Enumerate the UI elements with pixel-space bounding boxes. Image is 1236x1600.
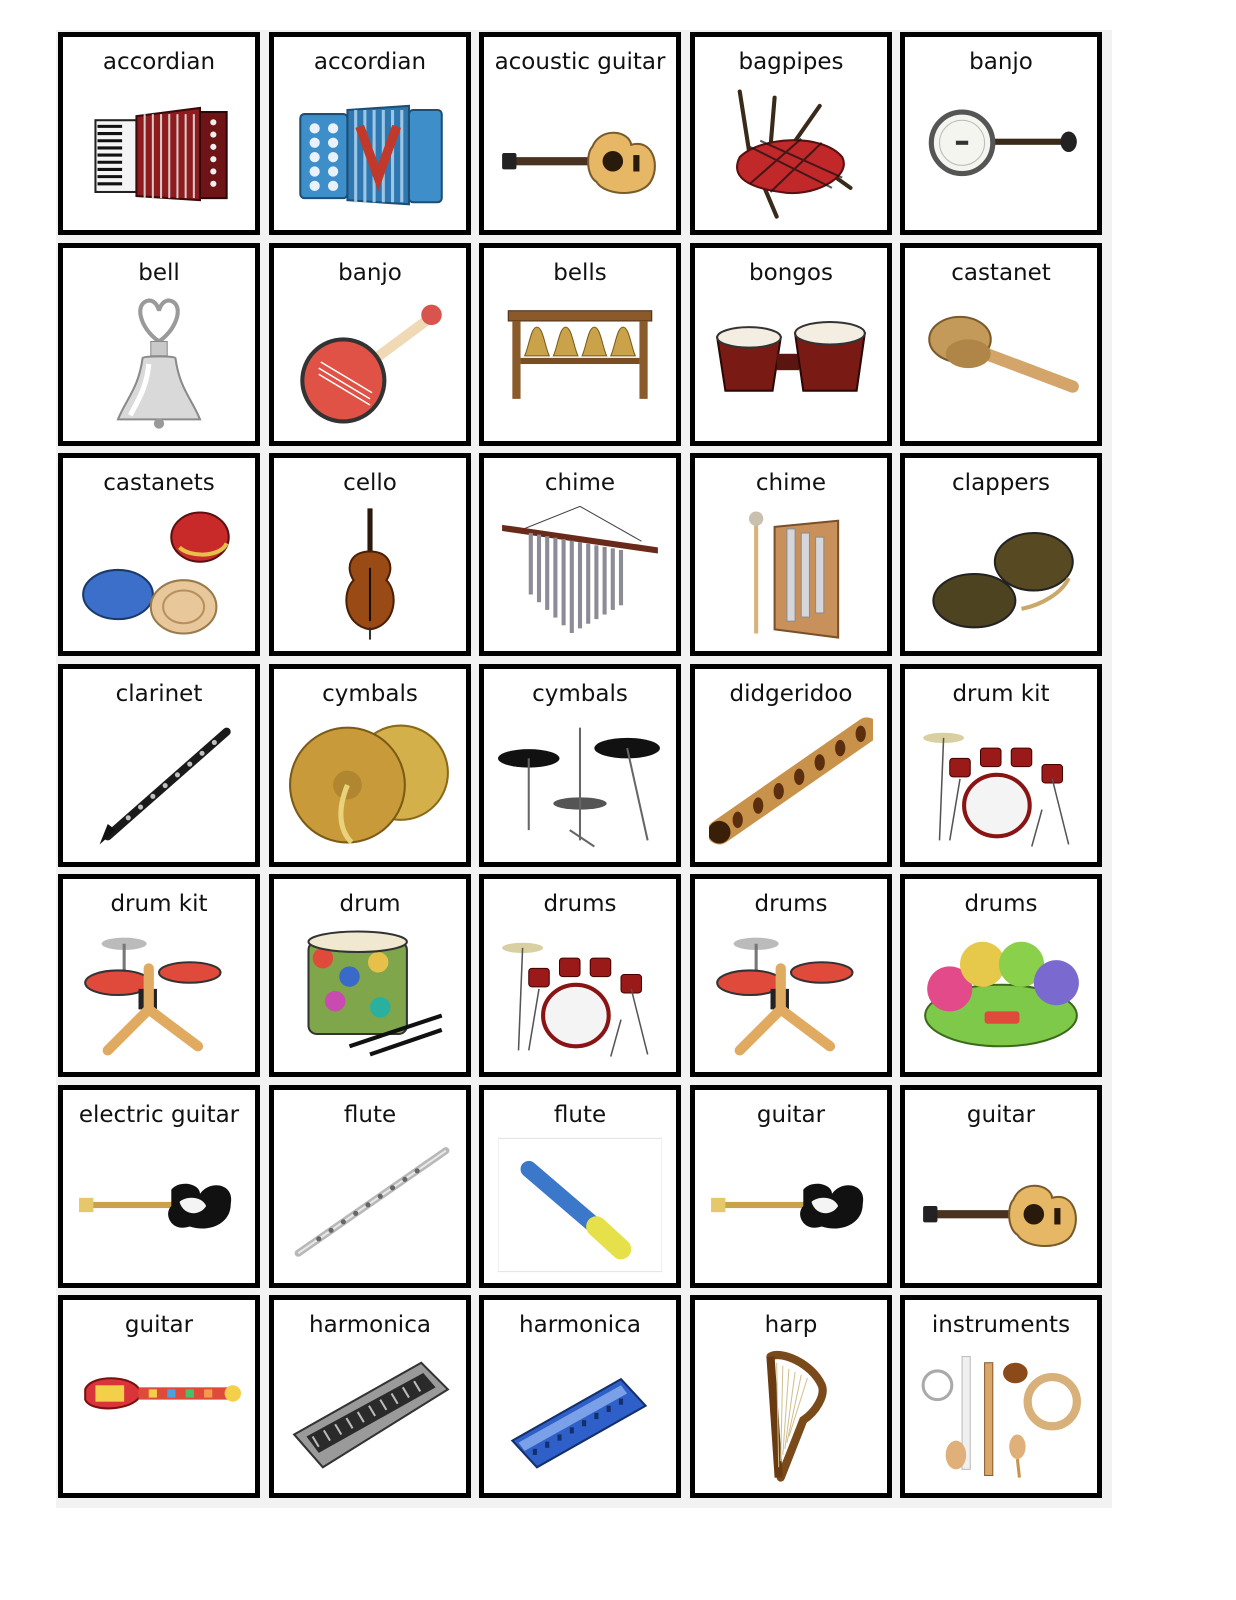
instrument-card [690,1085,892,1288]
instrument-card [900,1295,1102,1498]
flute-icon [288,1136,452,1274]
card-label: harmonica [309,1312,431,1338]
castanet-handle-icon [919,294,1083,432]
cymbal-stands-icon [498,715,662,853]
toy-flute-icon [498,1136,662,1274]
bongos-icon [709,294,873,432]
instrument-card [269,1295,471,1498]
picture-card-sheet [56,30,1112,1508]
toy-banjo-icon [288,294,452,432]
instrument-card [269,664,471,867]
instrument-card [269,453,471,656]
clarinet-icon [77,715,241,853]
hand-cymbals-icon [288,715,452,853]
instrument-card [690,1295,892,1498]
instrument-card [269,874,471,1077]
wind-chime-icon [498,504,662,642]
instrument-card [58,1085,260,1288]
card-label: cymbals [322,681,418,707]
card-label: acoustic guitar [494,49,666,75]
bell-icon [77,294,241,432]
card-label: castanets [103,470,215,496]
card-label: instruments [931,1312,1071,1338]
card-label: guitar [756,1102,826,1128]
instrument-card [900,32,1102,235]
card-label: accordian [102,49,216,75]
accordion-red-icon [77,83,241,221]
card-label: castanet [951,260,1051,286]
instrument-card [690,243,892,446]
card-label: chime [544,470,616,496]
instrument-card [479,1085,681,1288]
toy-drum-pad-icon [919,925,1083,1063]
card-label: bell [138,260,180,286]
instrument-card [479,243,681,446]
instrument-card [690,664,892,867]
card-label: drums [964,891,1038,917]
cello-icon [288,504,452,642]
electric-guitar-icon [709,1136,873,1274]
card-label: bells [553,260,607,286]
instrument-card [479,664,681,867]
instrument-card [479,874,681,1077]
card-label: drum [339,891,401,917]
instrument-card [58,664,260,867]
instrument-card [900,664,1102,867]
instrument-card [690,874,892,1077]
electric-guitar-icon [77,1136,241,1274]
instrument-card [58,453,260,656]
instrument-card [690,453,892,656]
instrument-card [900,453,1102,656]
instrument-card [58,243,260,446]
instrument-card [269,1085,471,1288]
instrument-card [900,243,1102,446]
harp-icon [709,1346,873,1484]
card-label: bagpipes [738,49,844,75]
instrument-card [58,1295,260,1498]
acoustic-guitar-icon [919,1136,1083,1274]
card-label: cello [343,470,397,496]
didgeridoo-icon [709,715,873,853]
card-label: banjo [969,49,1033,75]
instrument-card [900,874,1102,1077]
accordion-blue-icon [288,83,452,221]
card-label: chime [755,470,827,496]
card-label: drums [543,891,617,917]
instrument-card [690,32,892,235]
card-label: didgeridoo [729,681,853,707]
instrument-card [269,32,471,235]
floor-drum-icon [288,925,452,1063]
card-label: flute [343,1102,397,1128]
instrument-card [58,874,260,1077]
picture-card-grid [58,32,1110,1504]
harmonica-blue-icon [498,1346,662,1484]
card-label: harp [764,1312,818,1338]
card-label: cymbals [532,681,628,707]
instrument-card [269,243,471,446]
toy-guitar-icon [77,1346,241,1484]
instrument-card [58,32,260,235]
instrument-card [479,32,681,235]
card-label: electric guitar [78,1102,240,1128]
card-label: clappers [952,470,1050,496]
castanets-icon [77,504,241,642]
card-label: bongos [749,260,833,286]
banjo-icon [919,83,1083,221]
instruments-assortment-icon [919,1346,1083,1484]
card-label: drums [754,891,828,917]
card-label: drum kit [110,891,208,917]
card-label: flute [553,1102,607,1128]
acoustic-guitar-icon [498,83,662,221]
card-label: clarinet [115,681,203,707]
drum-kit-icon [498,925,662,1063]
bagpipes-icon [709,83,873,221]
instrument-card [900,1085,1102,1288]
harmonica-icon [288,1346,452,1484]
toy-drum-kit-icon [77,925,241,1063]
instrument-card [479,1295,681,1498]
clappers-icon [919,504,1083,642]
toy-drum-kit-icon [709,925,873,1063]
card-label: guitar [124,1312,194,1338]
chime-bars-icon [709,504,873,642]
instrument-card [479,453,681,656]
card-label: accordian [313,49,427,75]
card-label: harmonica [519,1312,641,1338]
card-label: guitar [966,1102,1036,1128]
drum-kit-icon [919,715,1083,853]
card-label: banjo [338,260,402,286]
card-label: drum kit [952,681,1050,707]
bells-frame-icon [498,294,662,432]
